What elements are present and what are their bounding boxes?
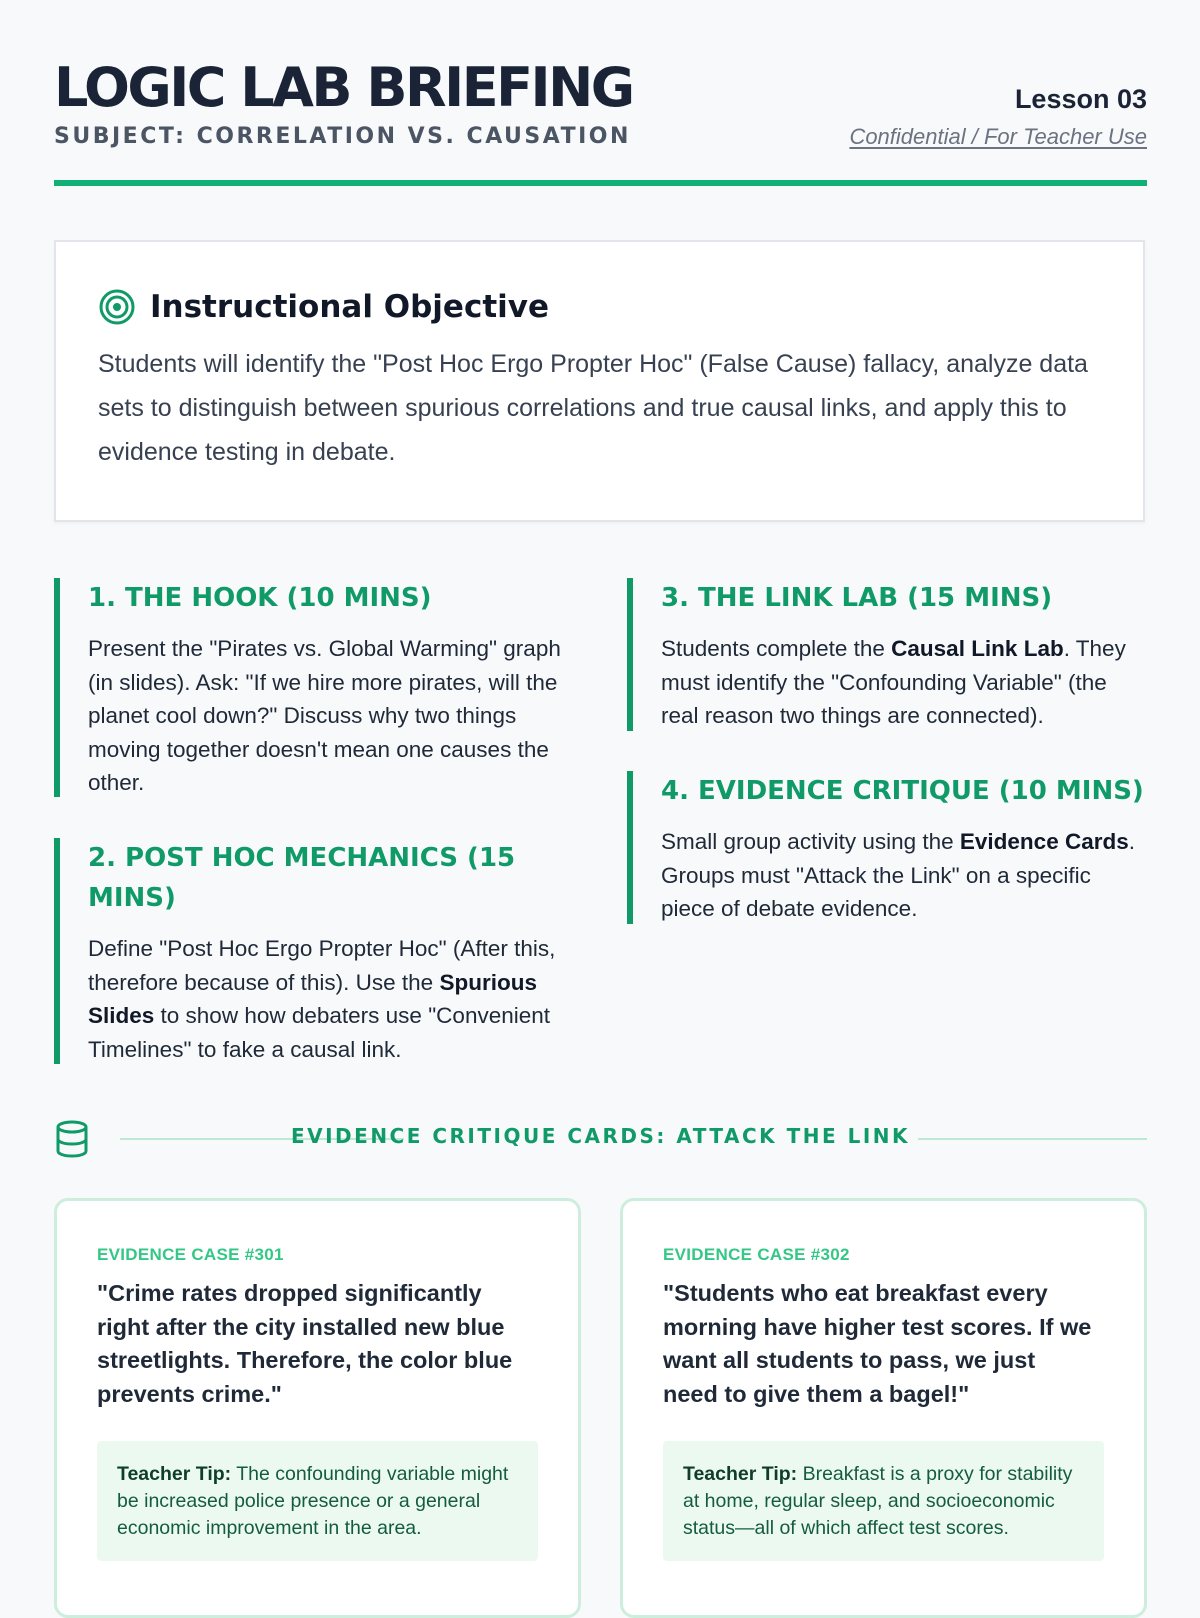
evidence-card-302 [620,1198,1147,1618]
page-title: LOGIC LAB BRIEFING [54,56,633,119]
step-body-text: Define "Post Hoc Ergo Propter Hoc" (After this, therefore because of this). Use the [88,936,556,995]
teacher-tip [97,1441,538,1561]
step-body-bold: Evidence Cards [959,829,1129,854]
cards-section-header [54,1118,1147,1158]
objective-card [54,240,1145,522]
header-divider [54,180,1147,186]
case-label: EVIDENCE CASE #301 [97,1245,284,1264]
step-body-text: Students complete the [661,636,892,661]
header [54,0,1147,188]
objective-title: Instructional Objective [150,289,550,325]
case-label: EVIDENCE CASE #302 [663,1245,850,1264]
step-hook [54,578,584,797]
lesson-briefing-page [54,0,1147,1539]
tip-text: The confounding variable might be increased police presence or a general economic improvement in the area. [117,1463,509,1539]
step-title: 4. EVIDENCE CRITIQUE (10 MINS) [661,776,1144,806]
step-body-bold: Causal Link Lab [891,636,1064,661]
teacher-tip [663,1441,1104,1561]
confidential-note: Confidential / For Teacher Use [849,124,1147,149]
step-body [661,632,1147,733]
step-body-text: . Groups must "Attack the Link" on a specific piece of debate evidence. [661,829,1135,921]
page-subtitle: SUBJECT: CORRELATION VS. CAUSATION [54,124,631,149]
step-evidence-critique [627,771,1147,924]
target-icon [98,288,136,326]
objective-text: Students will identify the "Post Hoc Ergo Propter Hoc" (False Cause) fallacy, analyze data sets to distinguish between spurious correlations and true causal links, and apply this to evidence testing in debate. [98,350,1088,466]
tip-label: Teacher Tip: [683,1463,798,1485]
divider-line-right [918,1138,1147,1140]
step-body [661,825,1147,926]
step-body [88,932,584,1066]
step-title: 2. POST HOC MECHANICS (15 MINS) [88,843,516,913]
objective-heading [98,288,549,326]
step-title: 1. THE HOOK (10 MINS) [88,583,432,613]
lesson-number: Lesson 03 [1014,84,1147,114]
step-title: 3. THE LINK LAB (15 MINS) [661,583,1053,613]
step-body-text: to show how debaters use "Convenient Timelines" to fake a causal link. [88,1003,551,1062]
tip-label: Teacher Tip: [117,1463,232,1485]
step-body-text: . They must identify the "Confounding Variable" (the real reason two things are connected). [661,636,1126,728]
step-body-text: Small group activity using the [661,829,960,854]
evidence-card-301 [54,1198,581,1618]
tip-text: Breakfast is a proxy for stability at home, regular sleep, and socioeconomic status—all of which affect test scores. [683,1463,1073,1539]
step-post-hoc-mechanics [54,838,584,1064]
step-body: Present the "Pirates vs. Global Warming" graph (in slides). Ask: "If we hire more pirates, will the planet cool down?" Discuss why two things moving together doesn't mean one causes the other. [88,636,561,795]
evidence-quote: "Crime rates dropped significantly right after the city installed new blue streetlights. Therefore, the color blue prevents crime." [97,1280,513,1407]
step-body-bold: Spurious Slides [88,969,537,1028]
evidence-quote: "Students who eat breakfast every morning have higher test scores. If we want all students to pass, we just need to give them a bagel!" [663,1280,1092,1407]
cards-section-title: EVIDENCE CRITIQUE CARDS: ATTACK THE LINK [290,1124,911,1148]
step-link-lab [627,578,1147,731]
